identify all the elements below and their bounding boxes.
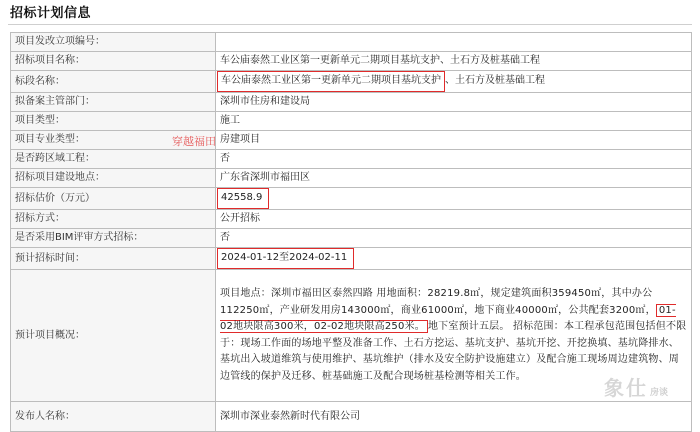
watermark-logo-small: 房谈: [650, 388, 669, 398]
table-row: [11, 270, 692, 402]
table-row: [11, 169, 692, 188]
value-tender-time-cell: [216, 248, 692, 270]
value-project-name: 车公庙泰然工业区第一更新单元二期项目基坑支护、土石方及桩基础工程: [216, 52, 692, 71]
table-row: [11, 112, 692, 131]
value-estimate-cell: [216, 188, 692, 210]
table-row: [11, 93, 692, 112]
label-section-name: 标段名称：: [11, 71, 216, 93]
label-bim: 是否采用BIM评审方式招标：: [11, 229, 216, 248]
overview-part1: 项目地点：深圳市福田区泰然四路 用地面积：28219.8㎡，规定建筑面积359450㎡，其中办公112250㎡，产业研发用房143000㎡，商业61000㎡，地下商业40000㎡，公共配套3200㎡，: [220, 288, 656, 316]
label-estimate: 招标估价（万元）: [11, 188, 216, 210]
watermark-text: 穿越福田: [172, 135, 216, 148]
section-name-rest: 、土石方及桩基础工程: [445, 75, 545, 86]
highlight-estimate: 42558.9: [217, 188, 269, 209]
table-row: [11, 52, 692, 71]
table-row: [11, 248, 692, 270]
table-row: [11, 188, 692, 210]
label-tender-time: 预计招标时间：: [11, 248, 216, 270]
value-tender-method: 公开招标: [216, 210, 692, 229]
label-specialty-type: 项目专业类型：: [11, 131, 216, 150]
overview-part2: 地下室预计五层。 招标范围：本工程承包范围包括但不限于：现场工作面的场地平整及准备工作、土石方挖运、基坑支护、基坑开挖、开挖换填、基坑降排水、基坑出入坡道维筑与使用维护、基坑维护（排水及安全防护设施建立）及配合施工现场周边建筑物、周边管线的保护及迁移、桩基础施工及配合现场桩基检测等相关工作。: [220, 321, 687, 382]
title-divider: [8, 24, 692, 25]
table-row: [11, 402, 692, 432]
label-cross-region: 是否跨区域工程：: [11, 150, 216, 169]
label-project-name: 招标项目名称：: [11, 52, 216, 71]
value-authority: 深圳市住房和建设局: [216, 93, 692, 112]
watermark-logo: [604, 372, 668, 401]
table-row: [11, 33, 692, 52]
label-location: 招标项目建设地点：: [11, 169, 216, 188]
table-row: [11, 131, 692, 150]
highlight-tender-time: 2024-01-12至2024-02-11: [217, 248, 354, 269]
table-row: [11, 71, 692, 93]
table-row: [11, 210, 692, 229]
value-bim: 否: [216, 229, 692, 248]
label-tender-method: 招标方式：: [11, 210, 216, 229]
highlight-section-name: 车公庙泰然工业区第一更新单元二期项目基坑支护: [217, 71, 445, 92]
value-publisher: 深圳市深业泰然新时代有限公司: [216, 402, 692, 432]
table-row: [11, 229, 692, 248]
label-publisher: 发布人名称：: [11, 402, 216, 432]
table-row: [11, 150, 692, 169]
value-project-type: 施工: [216, 112, 692, 131]
label-overview: 预计项目概况：: [11, 270, 216, 402]
value-section-name: [216, 71, 692, 93]
value-cross-region: 否: [216, 150, 692, 169]
tender-plan-table: [10, 32, 692, 432]
watermark-logo-main: 象仕: [604, 376, 648, 400]
label-authority: 拟备案主管部门：: [11, 93, 216, 112]
section-title: 招标计划信息: [10, 6, 92, 21]
highlight-height-limit: 01-02地块限高300米，02-02地块限高250米。: [220, 304, 676, 332]
value-project-approval-no: [216, 33, 692, 52]
value-specialty-type: 房建项目: [216, 131, 692, 150]
value-location: 广东省深圳市福田区: [216, 169, 692, 188]
label-project-approval-no: 项目发改立项编号：: [11, 33, 216, 52]
label-project-type: 项目类型：: [11, 112, 216, 131]
